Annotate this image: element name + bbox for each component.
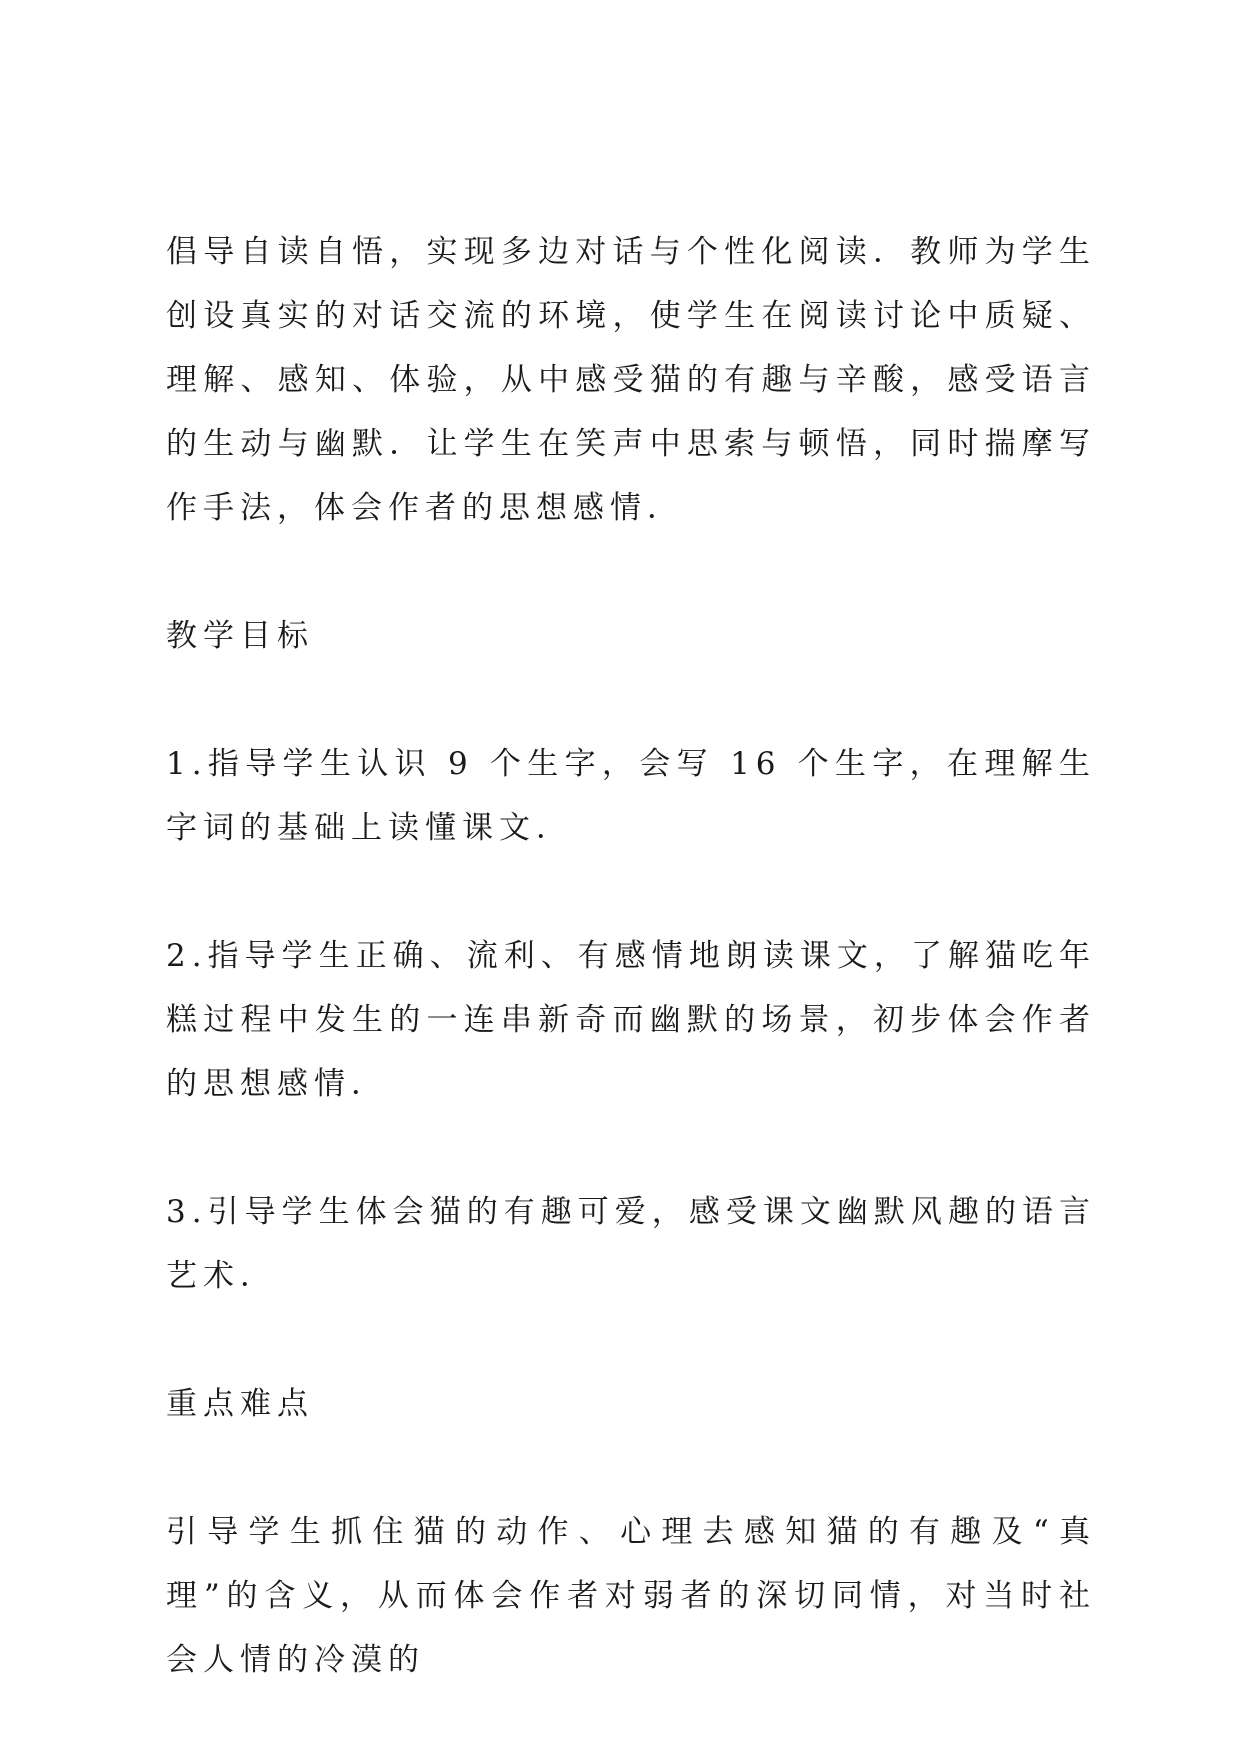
paragraph-spacer bbox=[166, 668, 1096, 732]
paragraph-spacer bbox=[166, 1116, 1096, 1180]
keypoints-heading: 重点难点 bbox=[166, 1386, 314, 1422]
paragraph-spacer bbox=[166, 1308, 1096, 1372]
document-body bbox=[166, 220, 1096, 1692]
objective-item-2: 2.指导学生正确、流利、有感情地朗读课文，了解猫吃年糕过程中发生的一连串新奇而幽默的场景，初步体会作者的思想感情． bbox=[166, 938, 1096, 1102]
paragraph-spacer bbox=[166, 540, 1096, 604]
objectives-heading: 教学目标 bbox=[166, 618, 314, 654]
keypoints-paragraph: 引导学生抓住猫的动作、心理去感知猫的有趣及“真理”的含义，从而体会作者对弱者的深切同情，对当时社会人情的冷漠的 bbox=[166, 1514, 1096, 1678]
objective-item-3: 3.引导学生体会猫的有趣可爱，感受课文幽默风趣的语言艺术． bbox=[166, 1194, 1096, 1294]
intro-paragraph: 倡导自读自悟，实现多边对话与个性化阅读．教师为学生创设真实的对话交流的环境，使学生在阅读讨论中质疑、理解、感知、体验，从中感受猫的有趣与辛酸，感受语言的生动与幽默．让学生在笑声中思索与顿悟，同时揣摩写作手法，体会作者的思想感情． bbox=[166, 234, 1096, 526]
paragraph-spacer bbox=[166, 1436, 1096, 1500]
objective-item-1: 1.指导学生认识 9 个生字，会写 16 个生字，在理解生字词的基础上读懂课文． bbox=[166, 746, 1096, 846]
paragraph-spacer bbox=[166, 860, 1096, 924]
